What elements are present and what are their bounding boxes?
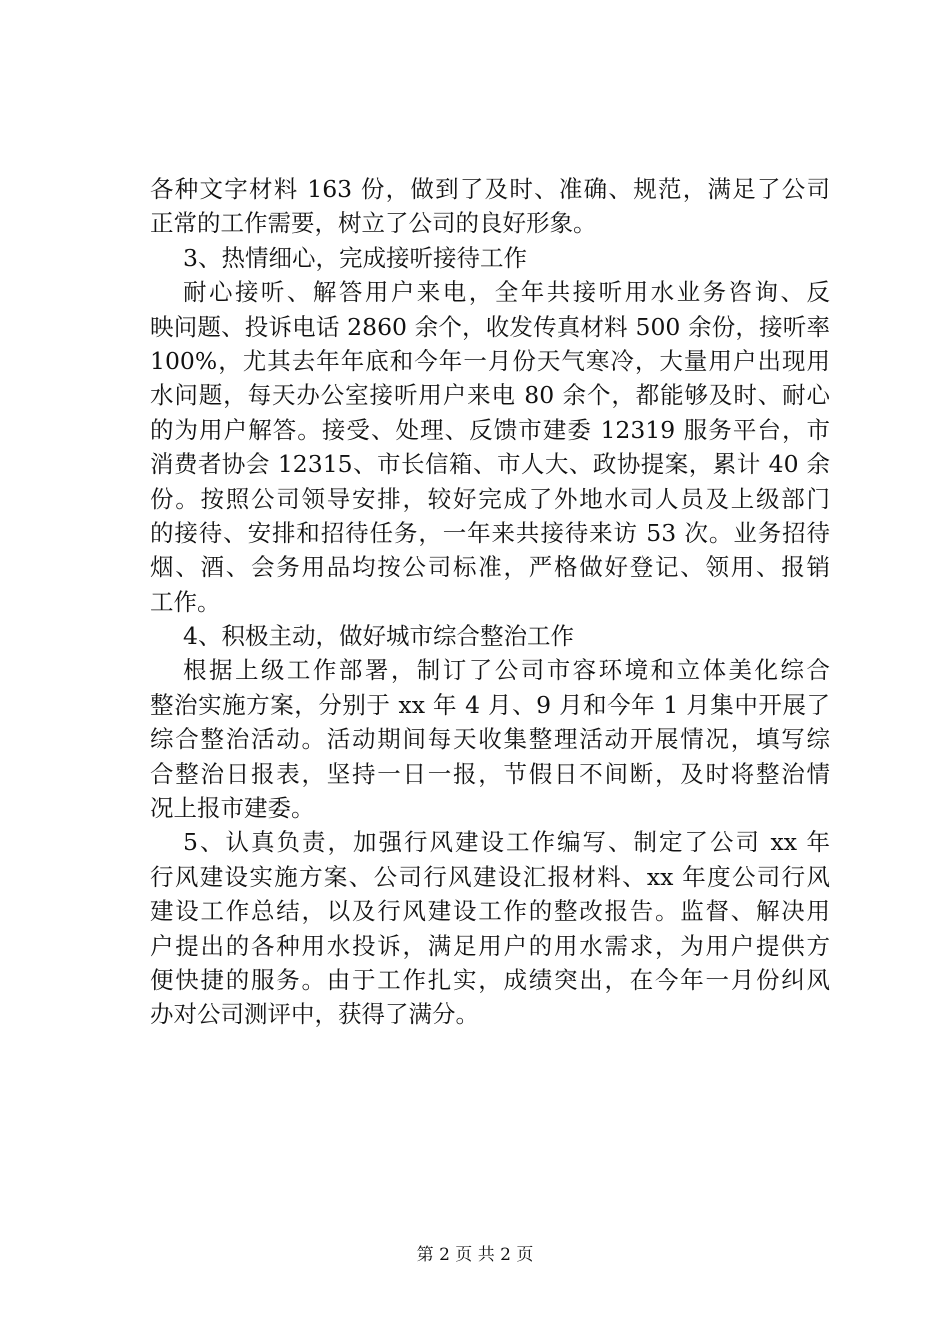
paragraph-line: 综合整治活动。活动期间每天收集整理活动开展情况，填写综 [150,725,830,754]
paragraph-line: 正常的工作需要，树立了公司的良好形象。 [150,209,597,238]
paragraph-line: 消费者协会 12315、市长信箱、市人大、政协提案，累计 40 余 [150,450,830,479]
paragraph-line: 水问题，每天办公室接听用户来电 80 余个，都能够及时、耐心 [150,381,830,410]
paragraph-line: 况上报市建委。 [150,794,315,823]
paragraph-line: 各种文字材料 163 份，做到了及时、准确、规范，满足了公司 [150,175,830,203]
paragraph-line: 户提出的各种用水投诉，满足用户的用水需求，为用户提供方 [150,931,830,960]
paragraph-line: 办对公司测评中，获得了满分。 [150,1000,479,1029]
page-number-footer: 第 2 页 共 2 页 [416,1245,534,1265]
paragraph-line: 建设工作总结，以及行风建设工作的整改报告。监督、解决用 [150,897,830,926]
paragraph-line: 耐心接听、解答用户来电，全年共接听用水业务咨询、反 [183,278,830,307]
section-heading: 4、积极主动，做好城市综合整治工作 [183,622,574,651]
paragraph-line: 映问题、投诉电话 2860 余个，收发传真材料 500 余份，接听率 [150,312,830,341]
paragraph-line: 的接待、安排和招待任务，一年来共接待来访 53 次。业务招待 [150,518,830,547]
paragraph-line: 根据上级工作部署，制订了公司市容环境和立体美化综合 [183,656,830,685]
paragraph-line: 合整治日报表，坚持一日一报，节假日不间断，及时将整治情 [150,759,830,788]
paragraph-line: 100%，尤其去年年底和今年一月份天气寒冷，大量用户出现用 [150,346,830,375]
section-heading: 5、认真负责，加强行风建设工作编写、制定了公司 xx 年 [183,828,830,857]
paragraph-line: 行风建设实施方案、公司行风建设汇报材料、xx 年度公司行风 [150,862,830,891]
paragraph-line: 的为用户解答。接受、处理、反馈市建委 12319 服务平台，市 [150,415,830,444]
document-body [150,172,830,1032]
paragraph-line: 工作。 [150,587,221,616]
paragraph-line: 整治实施方案，分别于 xx 年 4 月、9 月和今年 1 月集中开展了 [150,690,830,719]
section-heading: 3、热情细心，完成接听接待工作 [183,243,527,272]
paragraph-line: 便快捷的服务。由于工作扎实，成绩突出，在今年一月份纠风 [150,965,830,994]
paragraph-line: 烟、酒、会务用品均按公司标准，严格做好登记、领用、报销 [150,553,830,582]
paragraph-line: 份。按照公司领导安排，较好完成了外地水司人员及上级部门 [150,484,830,513]
